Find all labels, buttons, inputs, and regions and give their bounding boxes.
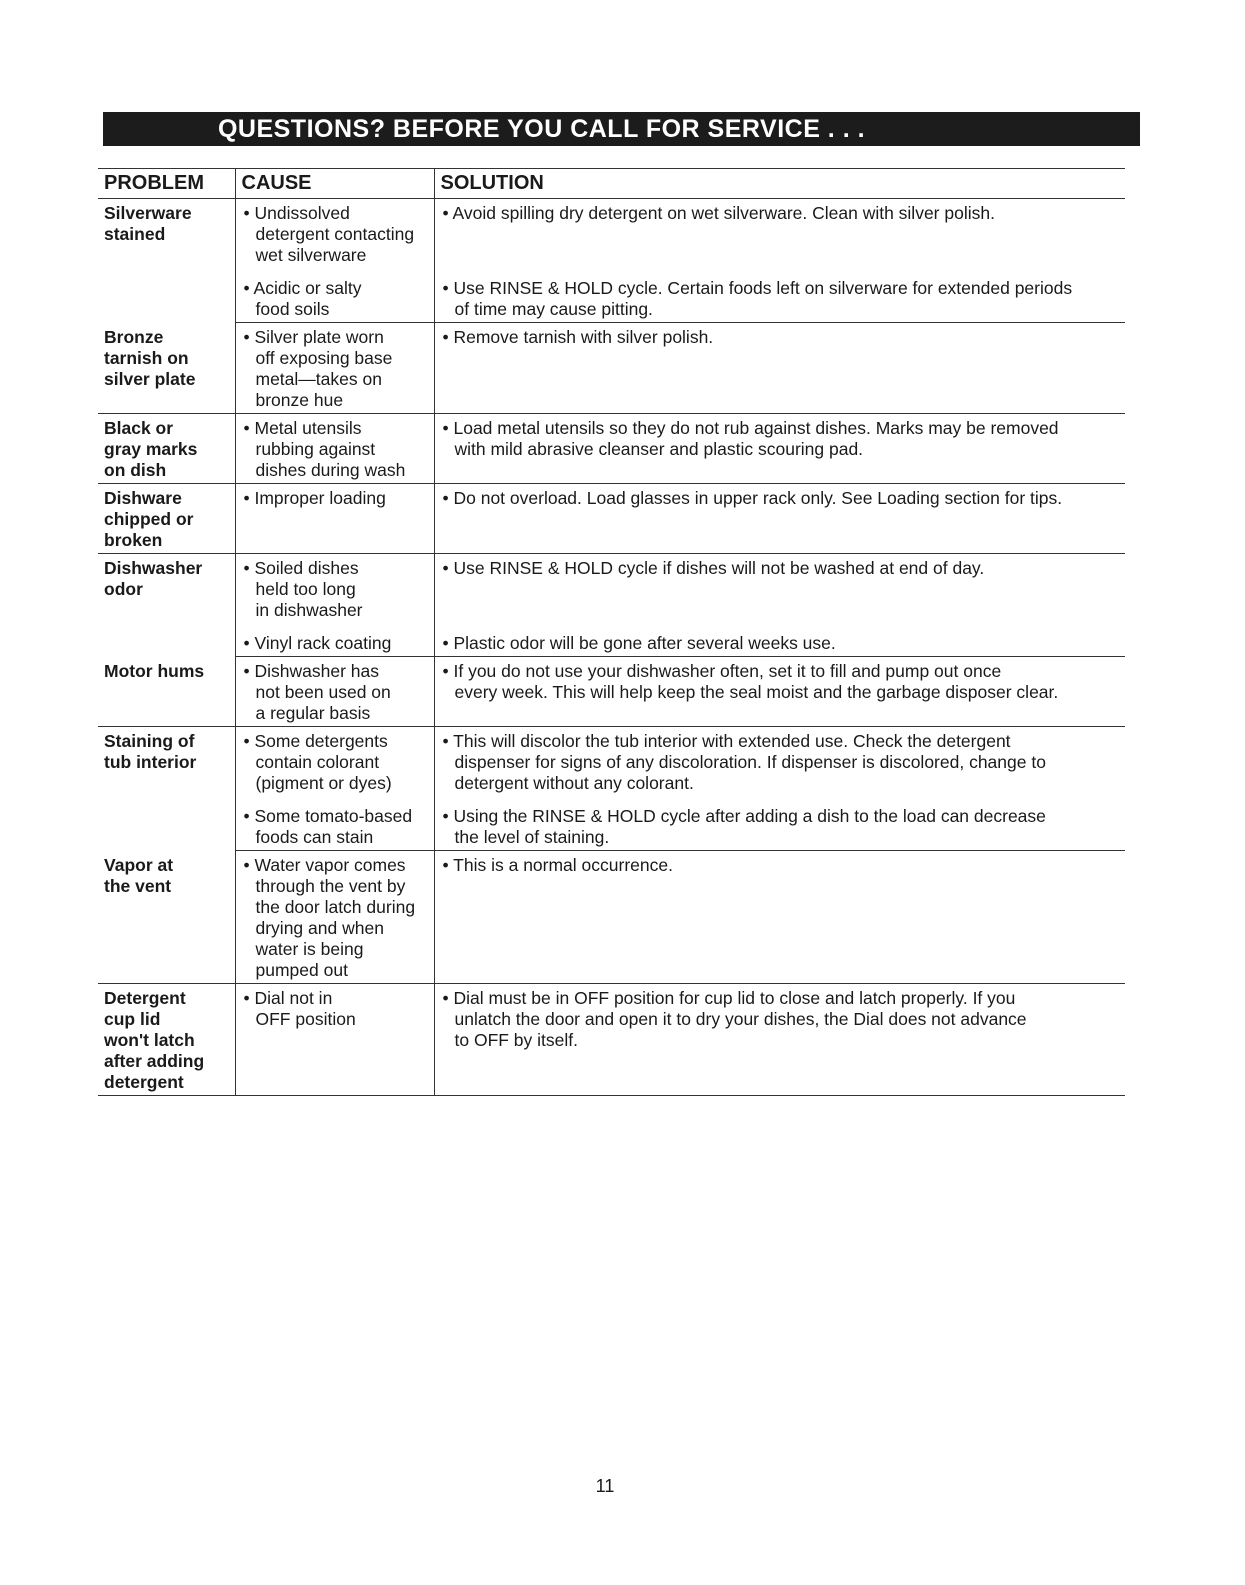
problem-text: Dishware chipped or broken [104, 488, 194, 550]
problem-text: Vapor at the vent [104, 854, 174, 896]
problem-text: Silverware stained [104, 203, 192, 244]
table-row [98, 414, 1125, 484]
solution-text: • Do not overload. Load glasses in upper rack only. See Loading section for tips. [442, 488, 1063, 508]
problem-text: Motor hums [104, 660, 205, 681]
cause-cell [235, 984, 434, 1096]
solution-cell [434, 199, 1125, 269]
table-row [98, 199, 1125, 269]
solution-cell [434, 796, 1125, 851]
problem-cell [98, 414, 235, 484]
solution-text: • This will discolor the tub interior with extended use. Check the detergent dispenser for signs of any discoloration. If dispenser is discolored, change to detergent without any colorant. [442, 731, 1046, 793]
cause-text: • Some detergents contain colorant (pigment or dyes) [243, 731, 392, 793]
solution-text: • Load metal utensils so they do not rub against dishes. Marks may be removed with mild abrasive cleanser and plastic scouring pad. [442, 418, 1059, 459]
table-row [98, 268, 1125, 323]
cause-cell [235, 484, 434, 554]
cause-text: • Dial not in OFF position [243, 988, 356, 1029]
header-cause: CAUSE [235, 169, 434, 199]
cause-text: • Acidic or salty food soils [243, 278, 362, 319]
solution-text: • Remove tarnish with silver polish. [442, 327, 714, 347]
cause-cell [235, 727, 434, 797]
troubleshooting-table [98, 168, 1125, 1096]
cause-cell [235, 796, 434, 851]
cause-cell [235, 199, 434, 269]
solution-cell [434, 323, 1125, 414]
solution-text: • Use RINSE & HOLD cycle if dishes will not be washed at end of day. [442, 558, 985, 578]
table-row [98, 623, 1125, 657]
solution-text: • Plastic odor will be gone after several weeks use. [442, 633, 836, 653]
problem-text: Bronze tarnish on silver plate [104, 326, 196, 389]
solution-text: • Avoid spilling dry detergent on wet silverware. Clean with silver polish. [442, 203, 995, 223]
problem-cell [98, 554, 235, 657]
solution-cell [434, 657, 1125, 727]
table-header-row [98, 169, 1125, 199]
table-row [98, 727, 1125, 797]
problem-cell [98, 727, 235, 851]
cause-text: • Silver plate worn off exposing base metal—takes on bronze hue [243, 327, 393, 410]
table-row [98, 657, 1125, 727]
solution-cell [434, 484, 1125, 554]
page-banner: QUESTIONS? BEFORE YOU CALL FOR SERVICE . . . [103, 112, 1140, 146]
problem-cell [98, 984, 235, 1096]
cause-cell [235, 323, 434, 414]
problem-text: Black or gray marks on dish [104, 418, 198, 480]
header-solution: SOLUTION [434, 169, 1125, 199]
solution-text: • Use RINSE & HOLD cycle. Certain foods left on silverware for extended periods of time may cause pitting. [442, 278, 1073, 319]
page-number: 11 [595, 1476, 615, 1496]
solution-text: • If you do not use your dishwasher often, set it to fill and pump out once every week. This will help keep the seal moist and the garbage disposer clear. [442, 661, 1059, 702]
problem-text: Detergent cup lid won't latch after adding detergent [104, 988, 205, 1092]
solution-cell [434, 414, 1125, 484]
cause-text: • Dishwasher has not been used on a regular basis [243, 661, 391, 723]
solution-cell [434, 623, 1125, 657]
problem-cell [98, 199, 235, 323]
problem-cell [98, 657, 235, 727]
problem-text: Staining of tub interior [104, 731, 197, 772]
cause-cell [235, 623, 434, 657]
cause-cell [235, 554, 434, 624]
cause-text: • Some tomato-based foods can stain [243, 806, 413, 847]
cause-cell [235, 268, 434, 323]
cause-cell [235, 851, 434, 984]
solution-cell [434, 554, 1125, 624]
cause-cell [235, 414, 434, 484]
cause-text: • Improper loading [243, 488, 386, 508]
table-row [98, 796, 1125, 851]
table-row [98, 323, 1125, 414]
solution-text: • This is a normal occurrence. [442, 855, 673, 875]
solution-text: • Using the RINSE & HOLD cycle after adding a dish to the load can decrease the level of staining. [442, 806, 1046, 847]
header-problem: PROBLEM [98, 169, 235, 199]
problem-cell [98, 851, 235, 984]
solution-cell [434, 851, 1125, 984]
problem-text: Dishwasher odor [104, 558, 203, 599]
cause-text: • Vinyl rack coating [243, 633, 392, 653]
table-row [98, 554, 1125, 624]
cause-text: • Undissolved detergent contacting wet silverware [243, 203, 415, 265]
solution-cell [434, 268, 1125, 323]
table-row [98, 851, 1125, 984]
cause-text: • Soiled dishes held too long in dishwasher [243, 558, 363, 620]
cause-cell [235, 657, 434, 727]
cause-text: • Water vapor comes through the vent by the door latch during drying and when water is being pumped out [243, 855, 416, 980]
cause-text: • Metal utensils rubbing against dishes during wash [243, 418, 406, 480]
solution-cell [434, 727, 1125, 797]
table-row [98, 984, 1125, 1096]
problem-cell [98, 484, 235, 554]
problem-cell [98, 323, 235, 414]
table-row [98, 484, 1125, 554]
solution-cell [434, 984, 1125, 1096]
solution-text: • Dial must be in OFF position for cup lid to close and latch properly. If you unlatch the door and open it to dry your dishes, the Dial does not advance to OFF by itself. [442, 988, 1027, 1050]
